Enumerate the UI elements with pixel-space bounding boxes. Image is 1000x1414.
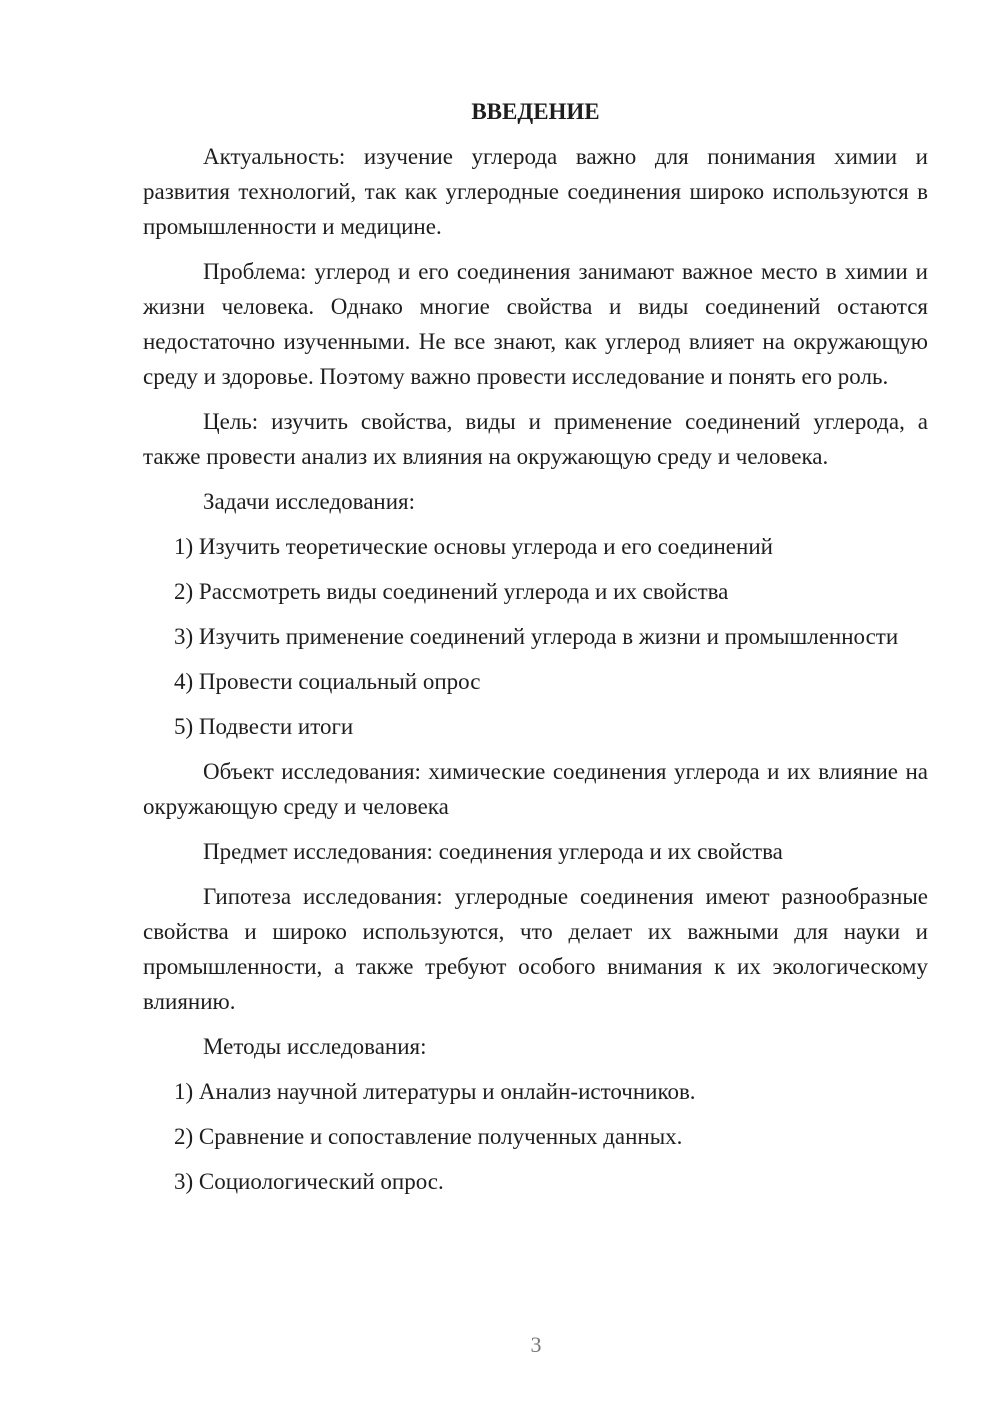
task-item: 4) Провести социальный опрос [174, 669, 481, 694]
paragraph-hypothesis: Гипотеза исследования: углеродные соединения имеют разнообразные свойства и широко используются, что делает их важными для науки и промышленности, а также требуют особого внимания к их экологическому влиянию. [143, 884, 928, 1014]
paragraph-relevance: Актуальность: изучение углерода важно для понимания химии и развития технологий, так как углеродные соединения широко используются в промышленности и медицине. [143, 144, 928, 239]
page-content [143, 94, 928, 1199]
tasks-heading: Задачи исследования: [203, 489, 416, 514]
method-item: 2) Сравнение и сопоставление полученных данных. [174, 1124, 683, 1149]
task-item: 5) Подвести итоги [174, 714, 354, 739]
task-item: 3) Изучить применение соединений углерода в жизни и промышленности [174, 624, 899, 649]
method-item: 3) Социологический опрос. [174, 1169, 444, 1194]
section-heading: ВВЕДЕНИЕ [471, 99, 600, 124]
methods-heading: Методы исследования: [203, 1034, 427, 1059]
paragraph-object: Объект исследования: химические соединения углерода и их влияние на окружающую среду и человека [143, 759, 928, 819]
task-item: 1) Изучить теоретические основы углерода и его соединений [174, 534, 773, 559]
task-item: 2) Рассмотреть виды соединений углерода и их свойства [174, 579, 729, 604]
paragraph-goal: Цель: изучить свойства, виды и применение соединений углерода, а также провести анализ их влияния на окружающую среду и человека. [143, 409, 928, 469]
method-item: 1) Анализ научной литературы и онлайн-источников. [174, 1079, 696, 1104]
paragraph-subject: Предмет исследования: соединения углерода и их свойства [203, 839, 783, 864]
page-number: 3 [530, 1332, 542, 1357]
paragraph-problem: Проблема: углерод и его соединения занимают важное место в химии и жизни человека. Однако многие свойства и виды соединений остаются недостаточно изученными. Не все знают, как углерод влияет на окружающую среду и здоровье. Поэтому важно провести исследование и понять его роль. [143, 259, 928, 389]
